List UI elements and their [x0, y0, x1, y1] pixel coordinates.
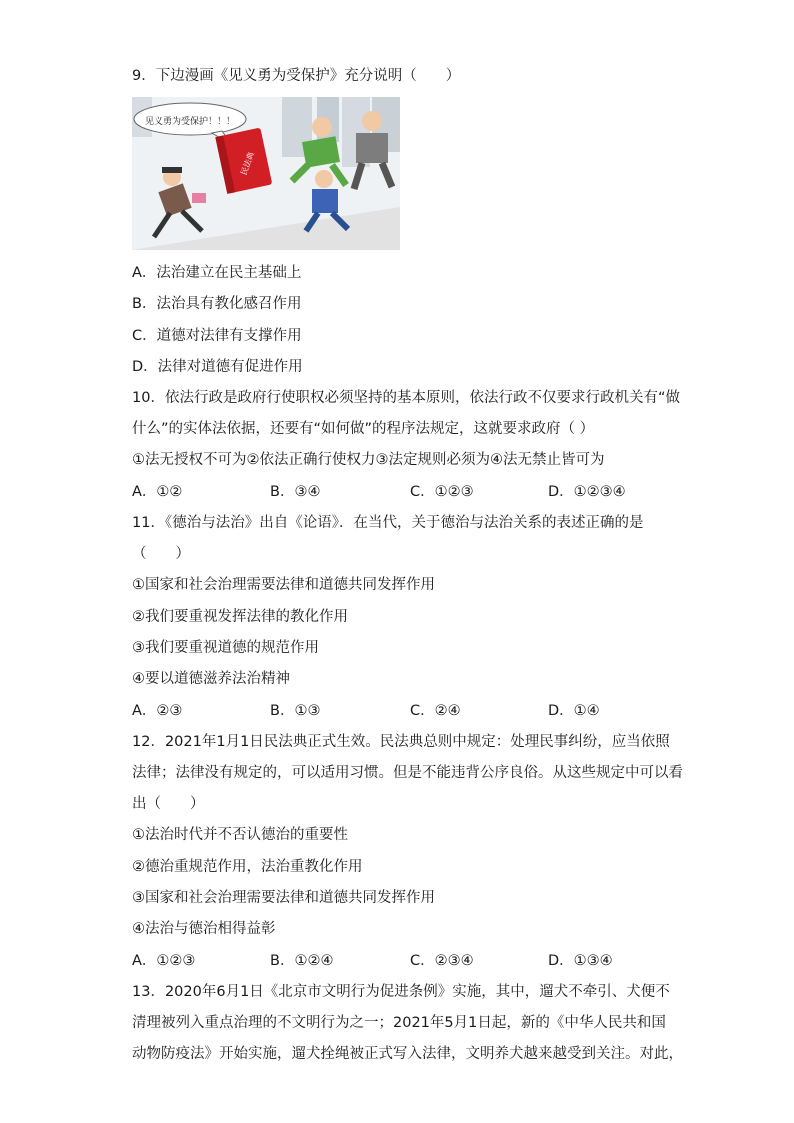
q11-stem-line-1: 11．《德治与法治》出自《论语》．在当代，关于德治与法治关系的表述正确的是	[132, 515, 644, 531]
q11-statement-2: ②我们要重视发挥法律的教化作用	[132, 609, 348, 625]
q11-statement-4: ④要以道德滋养法治精神	[132, 671, 290, 687]
q13-stem-line-3: 动物防疫法》开始实施，遛犬拴绳被正式写入法律，文明养犬越来越受到关注。对此，	[132, 1046, 683, 1062]
q11-option-c: C．②④	[410, 703, 461, 719]
q12-stem-line-2: 法律；法律没有规定的，可以适用习惯。但是不能违背公序良俗。从这些规定中可以看	[132, 765, 683, 781]
q12-option-d: D．①③④	[548, 953, 613, 969]
book-label: 民法典	[239, 150, 256, 177]
cartoon-image	[132, 97, 400, 250]
q11-statement-1: ①国家和社会治理需要法律和道德共同发挥作用	[132, 577, 435, 593]
q9-option-c: C．道德对法律有支撑作用	[132, 328, 302, 344]
q12-statement-2: ②德治重规范作用，法治重教化作用	[132, 859, 363, 875]
q12-option-a: A．①②③	[132, 953, 196, 969]
q10-stem-line-1: 10．依法行政是政府行使职权必须坚持的基本原则，依法行政不仅要求行政机关有“做	[132, 390, 680, 406]
q9-stem: 9．下边漫画《见义勇为受保护》充分说明（ ）	[132, 68, 461, 84]
q12-statement-3: ③国家和社会治理需要法律和道德共同发挥作用	[132, 890, 435, 906]
q10-option-a: A．①②	[132, 484, 183, 500]
q11-option-d: D．①④	[548, 703, 600, 719]
q9-option-d: D．法律对道德有促进作用	[132, 359, 303, 375]
q11-option-a: A．②③	[132, 703, 183, 719]
q10-option-b: B．③④	[270, 484, 321, 500]
q11-stem-line-2: （ ）	[132, 546, 190, 562]
q9-option-b: B．法治具有教化感召作用	[132, 296, 302, 312]
q13-stem-line-2: 清理被列入重点治理的不文明行为之一；2021年5月1日起，新的《中华人民共和国	[132, 1015, 666, 1031]
q12-stem-line-1: 12．2021年1月1日民法典正式生效。民法典总则中规定：处理民事纠纷，应当依照	[132, 734, 670, 750]
q12-statement-1: ①法治时代并不否认德治的重要性	[132, 827, 348, 843]
q12-stem-line-3: 出（ ）	[132, 796, 205, 812]
q12-statement-4: ④法治与德治相得益彰	[132, 921, 276, 937]
q12-option-b: B．①②④	[270, 953, 334, 969]
q10-option-c: C．①②③	[410, 484, 474, 500]
q10-option-d: D．①②③④	[548, 484, 626, 500]
q10-stem-line-2: 什么”的实体法依据，还要有“如何做”的程序法规定，这就要求政府（ ）	[132, 421, 595, 437]
q12-option-c: C．②③④	[410, 953, 474, 969]
speech-bubble-text: 见义勇为受保护！！！	[144, 117, 236, 127]
q13-stem-line-1: 13．2020年6月1日《北京市文明行为促进条例》实施，其中，遛犬不牵引、犬便不	[132, 984, 670, 1000]
q11-statement-3: ③我们要重视道德的规范作用	[132, 640, 319, 656]
q10-statements: ①法无授权不可为②依法正确行使权力③法定规则必须为④法无禁止皆可为	[132, 452, 605, 468]
q9-option-a: A．法治建立在民主基础上	[132, 265, 302, 281]
q11-option-b: B．①③	[270, 703, 321, 719]
